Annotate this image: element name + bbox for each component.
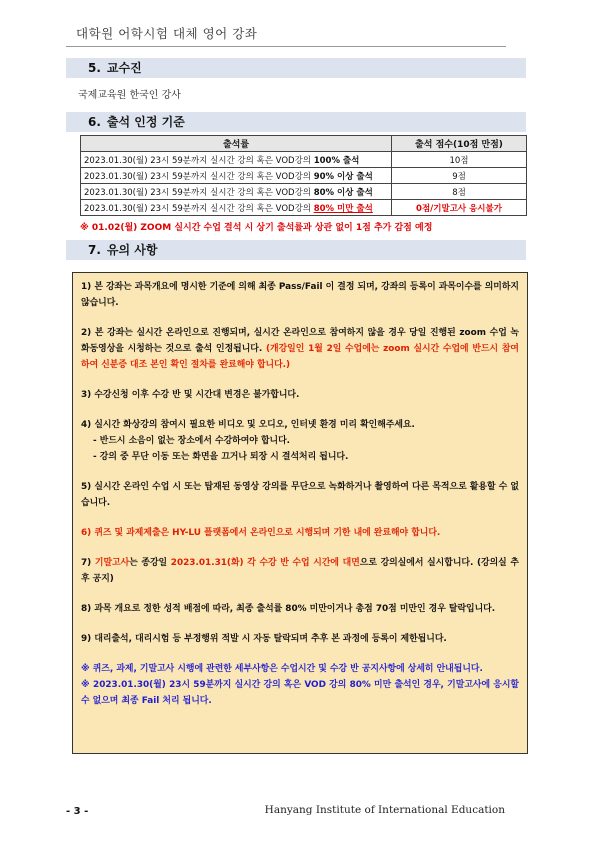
table-row [81, 200, 527, 216]
notice-emphasis: (개강일인 1월 2일 수업에는 zoom 실시간 수업에 반드시 참여하여 신분증 대조 본인 확인 절차를 완료해야 합니다.) [81, 344, 519, 370]
section-title: 교수진 [106, 61, 142, 75]
notice-extra-1: ※ 퀴즈, 과제, 기말고사 시행에 관련한 세부사항은 수업시간 및 수강 반 공지사항에 상세히 안내됩니다. [81, 664, 483, 674]
score-cell: 0점/기말고사 응시불가 [392, 200, 527, 216]
notice-box [72, 272, 528, 754]
section-title: 출석 인정 기준 [106, 115, 185, 129]
notice-item-3: 3) 수강신청 이후 수강 반 및 시간대 변경은 불가합니다. [81, 390, 300, 400]
notice-item-2 [81, 325, 519, 373]
document-header-title: 대학원 어학시험 대체 영어 강좌 [76, 26, 258, 41]
criteria-text: 2023.01.30(월) 23시 59분까지 실시간 강의 혹은 VOD강의 [84, 203, 314, 214]
section-7-heading [66, 240, 526, 260]
criteria-emphasis: 90% 이상 출석 [313, 171, 373, 182]
table-row [81, 152, 527, 168]
notice-emphasis: 2023.01.31(화) 각 수강 반 수업 시간에 대면 [170, 558, 360, 568]
section-5-heading [66, 58, 526, 78]
score-cell: 9점 [392, 168, 527, 184]
attendance-criteria-cell [81, 184, 392, 200]
attendance-criteria-cell [81, 200, 392, 216]
footer-institution: Hanyang Institute of International Education [264, 804, 505, 816]
notice-text: 2) 본 강좌는 실시간 온라인으로 진행되며, 실시간 온라인으로 참여하지 않을 경우 당일 진행된 zoom 수업 녹화동영상을 시청하는 것으로 출석 인정됩니다. [81, 328, 519, 354]
table-header: 출석률 [81, 136, 392, 152]
attendance-criteria-cell [81, 152, 392, 168]
notice-item-4: 4) 실시간 화상강의 참여시 필요한 비디오 및 오디오, 인터넷 환경 미리 확인해주세요. [81, 420, 415, 430]
notice-subitem: - 반드시 소음이 없는 장소에서 수강하여야 합니다. [93, 436, 291, 446]
section-title: 유의 사항 [106, 243, 158, 257]
criteria-emphasis: 80% 이상 출석 [313, 187, 373, 198]
score-cell: 10점 [392, 152, 527, 168]
criteria-text: 2023.01.30(월) 23시 59분까지 실시간 강의 혹은 VOD강의 [84, 171, 314, 182]
attendance-criteria-cell [81, 168, 392, 184]
score-cell: 8점 [392, 184, 527, 200]
notice-text: 는 종강일 [129, 558, 171, 568]
notice-extra-2: ※ 2023.01.30(월) 23시 59분까지 실시간 강의 혹은 VOD 강의 80% 미만 출석인 경우, 기말고사에 응시할 수 없으며 최종 Fail 처리 됩니다. [81, 680, 519, 706]
notice-emphasis: 기말고사 [94, 558, 130, 568]
zoom-absence-note: ※ 01.02(월) ZOOM 실시간 수업 결석 시 상기 출석률과 상관 없이 1점 추가 감점 예정 [80, 223, 433, 233]
notice-item-5: 5) 실시간 온라인 수업 시 또는 탑재된 동영상 강의를 무단으로 녹화하거나 촬영하여 다른 목적으로 활용할 수 없습니다. [81, 482, 519, 508]
section-number: 5. [88, 61, 101, 75]
instructor-text: 국제교육원 한국인 강사 [78, 90, 181, 101]
page-number: - 3 - [66, 806, 89, 817]
criteria-emphasis: 100% 출석 [313, 155, 360, 166]
table-header: 출석 점수(10점 만점) [392, 136, 527, 152]
section-number: 6. [88, 115, 101, 129]
notice-item-1: 1) 본 강좌는 과목개요에 명시한 기준에 의해 최종 Pass/Fail 이 결정 되며, 강좌의 등록이 과목이수를 의미하지 않습니다. [81, 282, 519, 308]
notice-item-7 [81, 555, 519, 587]
notice-item-6: 6) 퀴즈 및 과제제출은 HY-LU 플랫폼에서 온라인으로 시행되며 기한 내에 완료해야 합니다. [81, 528, 441, 538]
section-6-heading [66, 112, 526, 132]
notice-item-9: 9) 대리출석, 대리시험 등 부정행위 적발 시 자동 탈락되며 추후 본 과정에 등록이 제한됩니다. [81, 634, 447, 644]
table-row [81, 168, 527, 184]
criteria-text: 2023.01.30(월) 23시 59분까지 실시간 강의 혹은 VOD강의 [84, 155, 314, 166]
table-row [81, 184, 527, 200]
notice-item-8: 8) 과목 개요로 정한 성적 배점에 따라, 최종 출석률 80% 미만이거나 총점 70점 미만인 경우 탈락입니다. [81, 604, 496, 614]
criteria-text: 2023.01.30(월) 23시 59분까지 실시간 강의 혹은 VOD강의 [84, 187, 314, 198]
header-divider [66, 46, 506, 47]
table-header-row [81, 136, 527, 152]
criteria-emphasis: 80% 미만 출석 [313, 203, 373, 214]
section-number: 7. [88, 243, 101, 257]
attendance-table [80, 135, 527, 216]
notice-subitem: - 강의 중 무단 이동 또는 화면을 끄거나 퇴장 시 결석처리 됩니다. [93, 452, 349, 462]
notice-text: 으로 강의실에서 실시합니다. (강의실 추후 공지) [81, 558, 519, 584]
notice-text: 7) [81, 558, 95, 568]
